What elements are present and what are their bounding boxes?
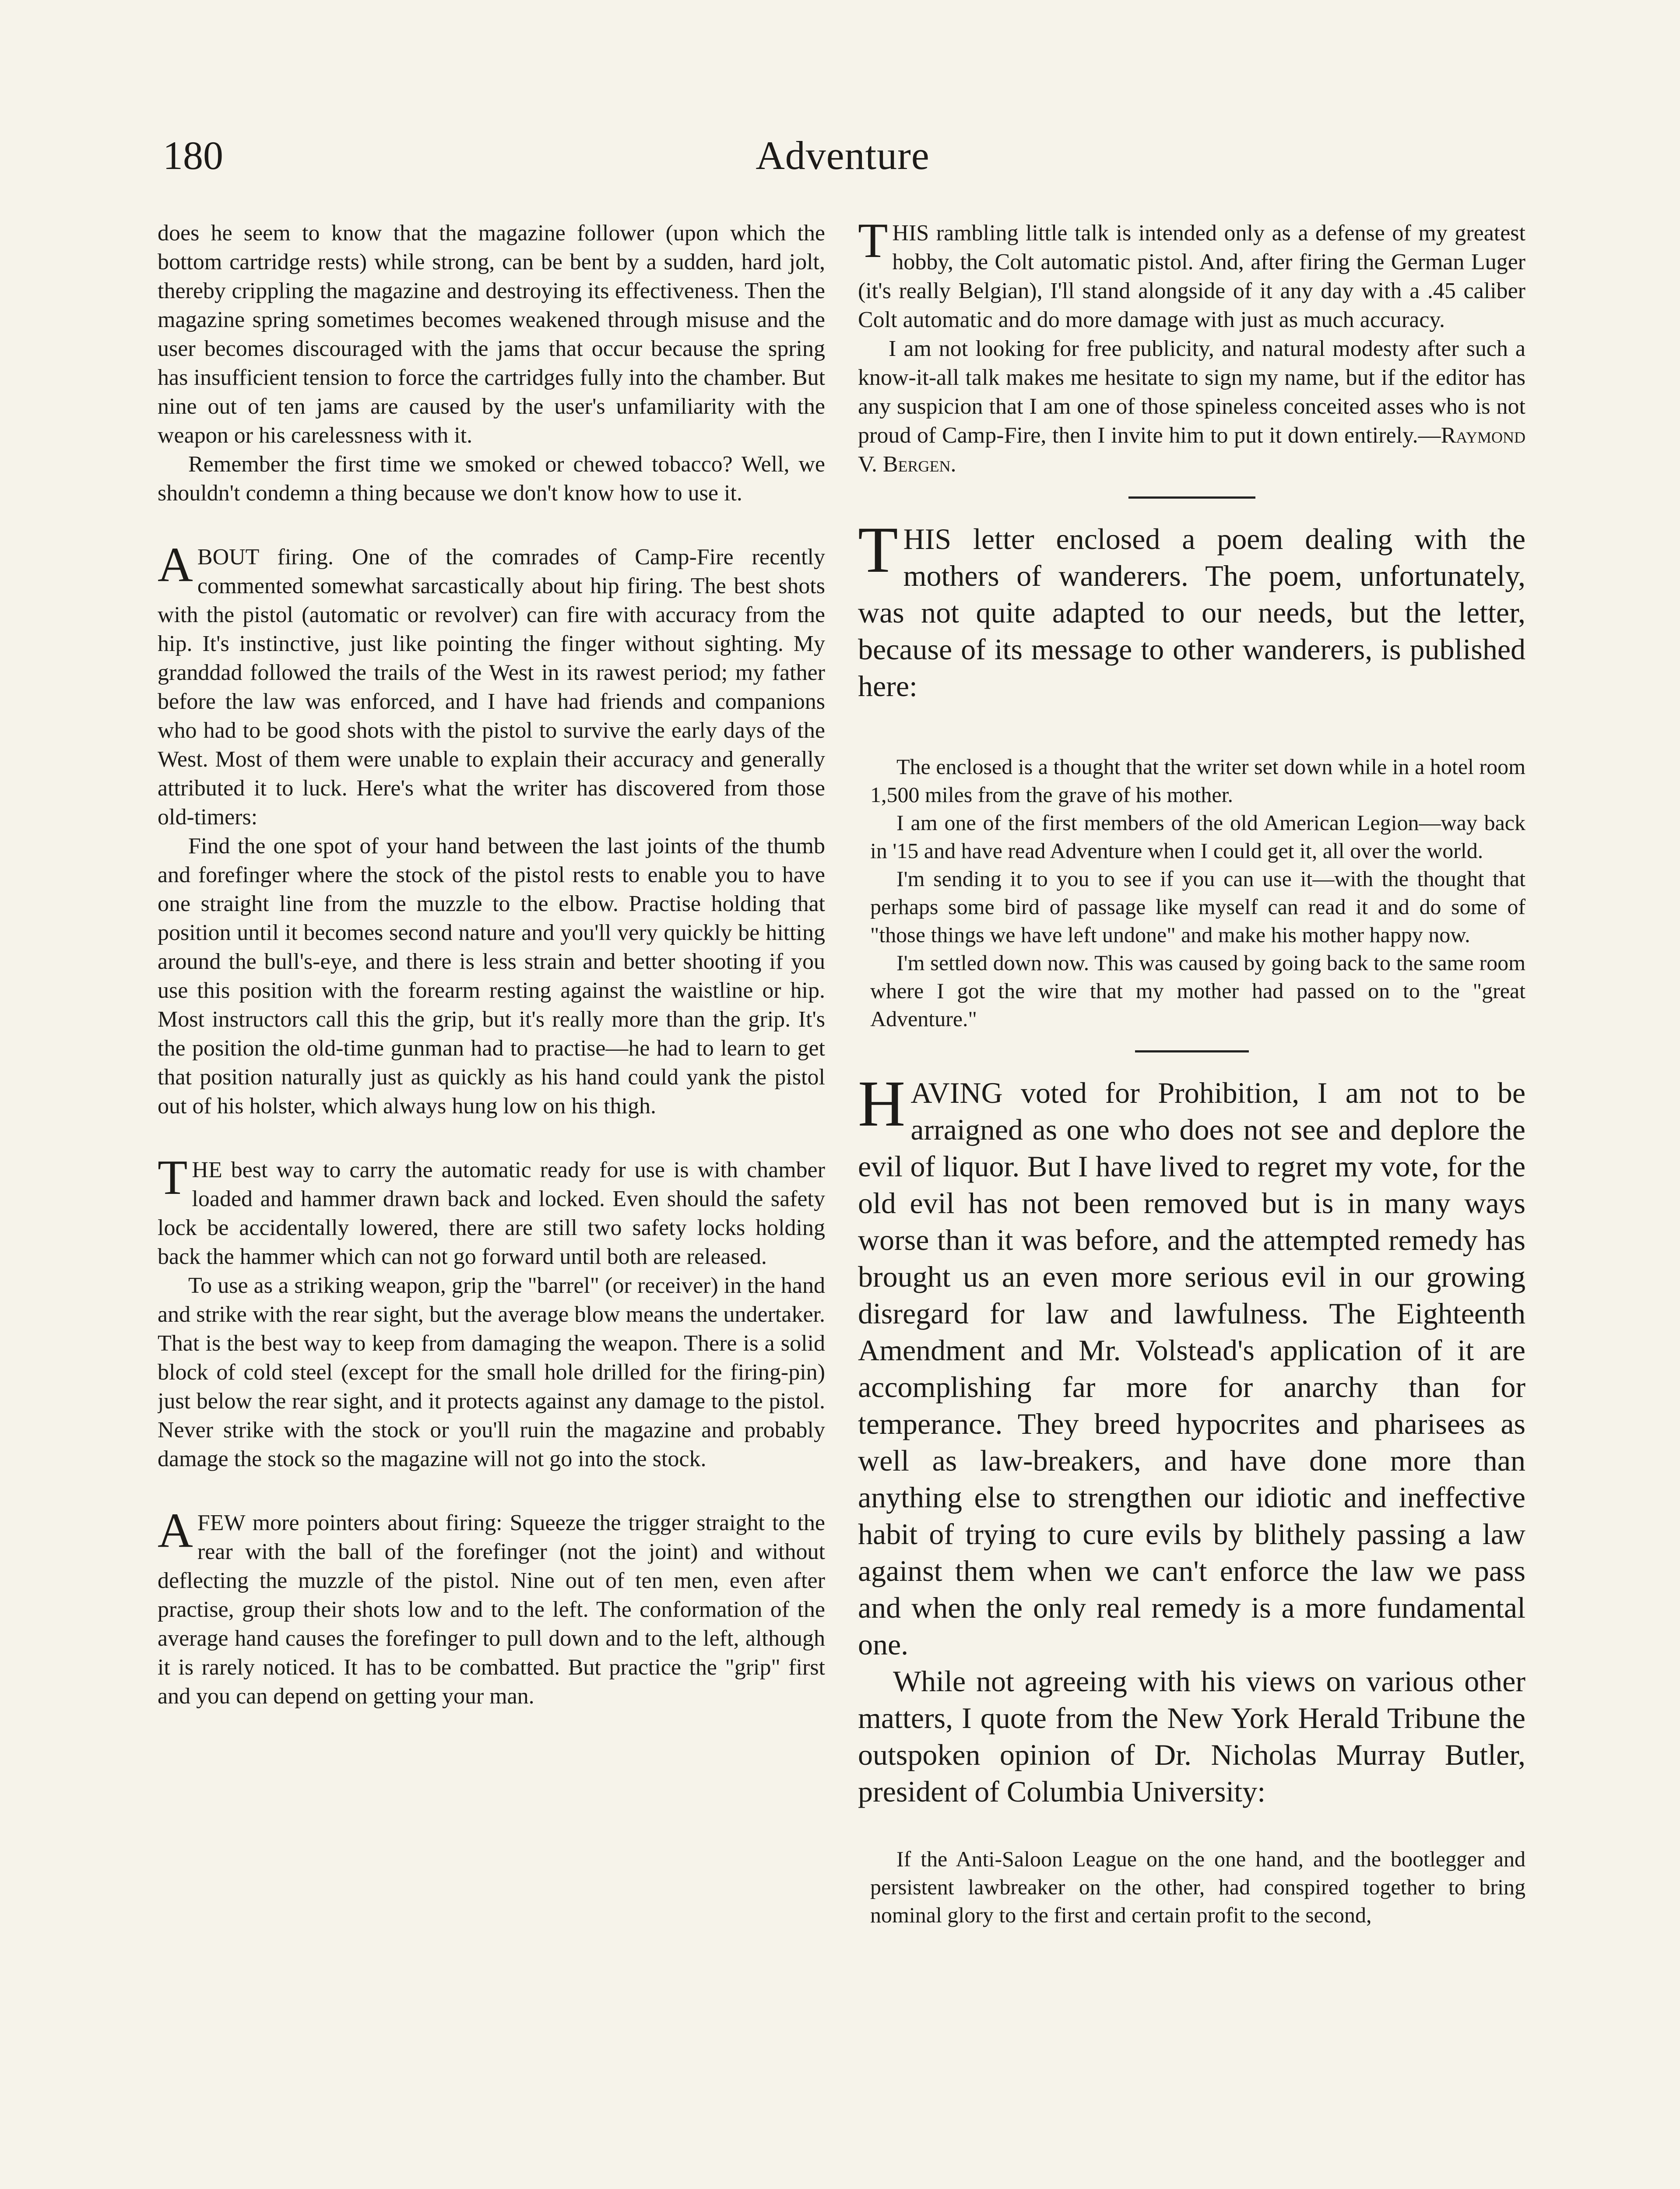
paragraph-text: BOUT firing. One of the comrades of Camp-Fire recently commented somewhat sarcastically about hip firing. The best shots with the pistol (automatic or revolver) can fire with accuracy from the hip. It's instinctive, just like pointing the finger without sighting. My granddad followed the trails of the West in its rawest period; my father before the law was enforced, and I have had friends and companions who had to be good shots with the pistol to survive the early days of the West. Most of them were unable to explain their accuracy and generally attributed it to luck. Here's what the writer has discovered from those old-timers: xyxy=(158,545,825,830)
paragraph-text: HIS rambling little talk is intended only as a defense of my greatest hobby, the Colt automatic pistol. And, after firing the German Luger (it's really Belgian), I'll stand alongside of it any day with a .45 caliber Colt automatic and do more damage with just as much accuracy. xyxy=(858,221,1525,332)
quoted-paragraph: If the Anti-Saloon League on the one hand, and the bootlegger and persistent lawbreaker on the other, had conspired together to bring nominal glory to the first and certain profit to the second, xyxy=(870,1847,1525,1927)
author-signature: Raymond V. Bergen. xyxy=(858,423,1525,477)
quoted-letter-paragraph: I'm sending it to you to see if you can use it—with the thought that perhaps some bird of passage like myself can read it and do some of "those things we have left undone" and make his mother happy now. xyxy=(870,866,1525,947)
paragraph xyxy=(158,538,825,832)
quoted-letter-paragraph: The enclosed is a thought that the writer set down while in a hotel room 1,500 miles from the grave of his mother. xyxy=(870,754,1525,807)
paragraph-text: I am not looking for free publicity, and natural modesty after such a know-it-all talk makes me hesitate to sign my name, but if the editor has any suspicion that I am one of those spineless conceited asses who is not proud of Camp-Fire, then I invite him to put it down entirely.— xyxy=(858,336,1525,448)
drop-cap: H xyxy=(858,1067,906,1140)
paragraph xyxy=(858,334,1525,479)
quoted-letter-paragraph: I am one of the first members of the old American Legion—way back in '15 and have read Adventure when I could get it, all over the world. xyxy=(870,810,1525,863)
drop-cap: T xyxy=(858,514,898,586)
paragraph-text: HIS letter enclosed a poem dealing with the mothers of wanderers. The poem, unfortunately, was not quite adapted to our needs, but the letter, because of its message to other wanderers, is published here: xyxy=(858,522,1525,703)
paragraph xyxy=(858,1067,1525,1663)
magazine-title: Adventure xyxy=(756,133,930,178)
paragraph: Remember the first time we smoked or chewed tobacco? Well, we shouldn't condemn a thing because we don't know how to use it. xyxy=(158,452,825,506)
left-column xyxy=(158,219,825,2189)
drop-cap: T xyxy=(858,219,888,268)
paragraph: To use as a striking weapon, grip the "barrel" (or receiver) in the hand and strike with the rear sight, but the average blow means the undertaker. That is the best way to keep from damaging the weapon. There is a solid block of cold steel (except for the small hole drilled for the firing-pin) just below the rear sight, and it protects against any damage to the pistol. Never strike with the stock or you'll ruin the magazine and probably damage the stock so the magazine will not go into the stock. xyxy=(158,1273,825,1471)
section-divider xyxy=(1128,496,1255,499)
right-column xyxy=(858,219,1525,2189)
paragraph-text: FEW more pointers about firing: Squeeze the trigger straight to the rear with the ball of the forefinger (not the joint) and without deflecting the muzzle of the pistol. Nine out of ten men, even after practise, group their shots low and to the left. The conformation of the average hand causes the forefinger to pull down and to the left, although it is rarely noticed. It has to be combatted. But practice the "grip" first and you can depend on getting your man. xyxy=(158,1510,825,1709)
drop-cap: A xyxy=(158,538,193,592)
paragraph: Find the one spot of your hand between the last joints of the thumb and forefinger where the stock of the pistol rests to enable you to have one straight line from the muzzle to the elbow. Practise holding that position until it becomes second nature and you'll very quickly be hitting around the bull's-eye, and there is less strain and better shooting if you use this position with the forearm resting against the waistline or hip. Most instructors call this the grip, but it's really more than the grip. It's the position the old-time gunman had to practise—he had to learn to get that position naturally just as quickly as his hand could yank the pistol out of his holster, which always hung low on his thigh. xyxy=(158,834,825,1119)
section-divider xyxy=(1135,1050,1249,1052)
drop-cap: T xyxy=(158,1151,188,1205)
page-header xyxy=(163,127,1522,184)
paragraph: While not agreeing with his views on various other matters, I quote from the New York Herald Tribune the outspoken opinion of Dr. Nicholas Murray Butler, president of Columbia University: xyxy=(858,1665,1525,1808)
page-number: 180 xyxy=(163,133,223,178)
paragraph-text: AVING voted for Prohibition, I am not to be arraigned as one who does not see and deplore the evil of liquor. But I have lived to regret my vote, for the old evil has not been removed but is in many ways worse than it was before, and the attempted remedy has brought us an even more serious evil in our growing disregard for law and lawfulness. The Eighteenth Amendment and Mr. Volstead's application of it are accomplishing far more for anarchy than for temperance. They breed hypocrites and pharisees as well as law-breakers, and have done more than anything else to strengthen our idiotic and ineffective habit of trying to cure evils by blithely passing a law against them when we can't enforce the law we pass and when the only real remedy is a more fundamental one. xyxy=(858,1076,1525,1661)
paragraph xyxy=(858,514,1525,704)
paragraph xyxy=(158,1151,825,1271)
paragraph xyxy=(858,219,1525,334)
paragraph-text: HE best way to carry the automatic ready for use is with chamber loaded and hammer drawn back and locked. Even should the safety lock be accidentally lowered, there are still two safety locks holding back the hammer which can not go forward until both are released. xyxy=(158,1158,825,1269)
paragraph: does he seem to know that the magazine follower (upon which the bottom cartridge rests) while strong, can be bent by a sudden, hard jolt, thereby crippling the magazine and destroying its effectiveness. Then the magazine spring sometimes becomes weakened through misuse and the user becomes discouraged with the jams that occur because the spring has insufficient tension to force the cartridges fully into the chamber. But nine out of ten jams are caused by the user's unfamiliarity with the weapon or his carelessness with it. xyxy=(158,221,825,448)
quoted-letter-paragraph: I'm settled down now. This was caused by going back to the same room where I got the wire that my mother had passed on to the "great Adventure." xyxy=(870,950,1525,1031)
paragraph xyxy=(158,1503,825,1711)
drop-cap: A xyxy=(158,1503,193,1558)
